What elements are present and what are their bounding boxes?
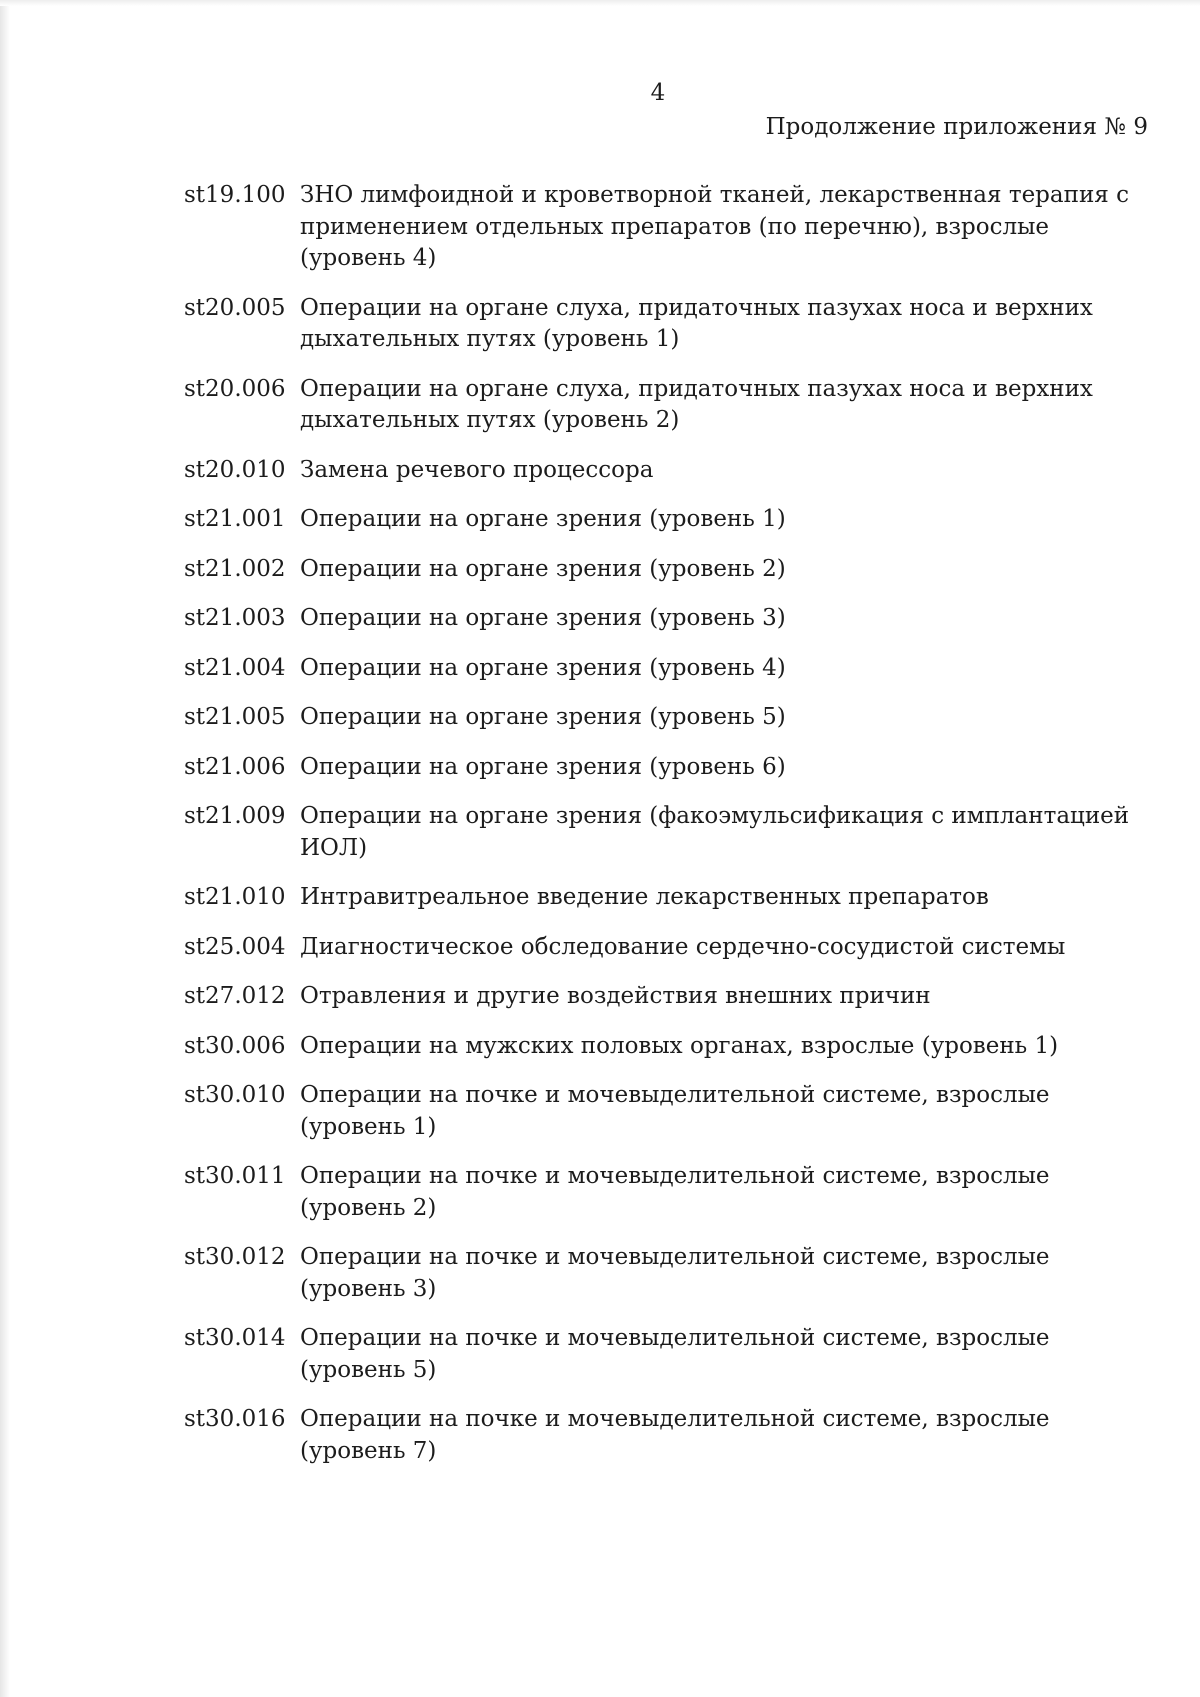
entry-code: st30.014 <box>184 1325 286 1351</box>
list-item <box>184 653 1134 685</box>
entry-code: st20.006 <box>184 375 286 402</box>
scan-edge <box>0 0 1200 6</box>
list-item <box>184 1080 1134 1143</box>
entry-code: st30.012 <box>184 1244 286 1270</box>
entry-code: st21.004 <box>184 654 286 681</box>
entry-description: Операции на органе зрения (уровень 4) <box>300 654 786 681</box>
entry-description: Операции на органе зрения (уровень 3) <box>300 605 786 631</box>
entry-code: st21.009 <box>184 803 286 829</box>
entry-description: Замена речевого процессора <box>300 456 654 483</box>
entry-description: Операции на почке и мочевыделительной системе, взрослые (уровень 7) <box>300 1406 1050 1464</box>
list-item <box>184 603 1134 635</box>
entry-description: Операции на органе зрения (уровень 1) <box>300 506 786 532</box>
entry-description: Диагностическое обследование сердечно-сосудистой системы <box>300 933 1066 960</box>
list-item <box>184 1404 1134 1467</box>
entry-description: Операции на органе зрения (уровень 2) <box>300 555 786 582</box>
entry-description: Операции на почке и мочевыделительной системе, взрослые (уровень 5) <box>300 1325 1050 1383</box>
list-item <box>184 981 1134 1013</box>
entry-code: st19.100 <box>184 182 286 208</box>
entry-code: st21.003 <box>184 605 286 631</box>
list-item <box>184 932 1134 964</box>
appendix-continuation-header: Продолжение приложения № 9 <box>765 114 1148 140</box>
entry-code: st30.016 <box>184 1406 286 1432</box>
entry-code: st20.010 <box>184 456 286 483</box>
entry-list <box>184 180 1134 1485</box>
entry-code: st21.010 <box>184 884 286 910</box>
entry-description: Операции на мужских половых органах, взрослые (уровень 1) <box>300 1032 1059 1059</box>
entry-description: Отравления и другие воздействия внешних причин <box>300 983 931 1009</box>
entry-description: Операции на почке и мочевыделительной системе, взрослые (уровень 1) <box>300 1082 1050 1140</box>
list-item <box>184 293 1134 356</box>
list-item <box>184 882 1134 914</box>
entry-code: st27.012 <box>184 983 286 1009</box>
entry-description: Интравитреальное введение лекарственных препаратов <box>300 884 989 910</box>
entry-description: ЗНО лимфоидной и кроветворной тканей, лекарственная терапия с применением отдельных препаратов (по перечню), взрослые (уровень 4) <box>300 182 1129 271</box>
list-item <box>184 374 1134 437</box>
list-item <box>184 554 1134 586</box>
list-item <box>184 180 1134 275</box>
entry-code: st21.005 <box>184 704 286 730</box>
list-item <box>184 1323 1134 1386</box>
entry-code: st30.010 <box>184 1082 286 1108</box>
entry-code: st21.006 <box>184 753 286 780</box>
scan-edge <box>0 0 10 1697</box>
entry-description: Операции на почке и мочевыделительной системе, взрослые (уровень 2) <box>300 1163 1050 1221</box>
entry-code: st20.005 <box>184 294 286 321</box>
list-item <box>184 1242 1134 1305</box>
list-item <box>184 1161 1134 1224</box>
entry-code: st30.011 <box>184 1163 286 1189</box>
entry-code: st25.004 <box>184 933 286 960</box>
entry-description: Операции на почке и мочевыделительной системе, взрослые (уровень 3) <box>300 1244 1050 1302</box>
entry-code: st21.002 <box>184 555 286 582</box>
list-item <box>184 504 1134 536</box>
page-number: 4 <box>650 80 666 106</box>
entry-code: st30.006 <box>184 1032 286 1059</box>
list-item <box>184 801 1134 864</box>
list-item <box>184 1031 1134 1063</box>
entry-code: st21.001 <box>184 506 286 532</box>
list-item <box>184 702 1134 734</box>
entry-description: Операции на органе слуха, придаточных пазухах носа и верхних дыхательных путях (уровень 2) <box>300 375 1093 433</box>
entry-description: Операции на органе зрения (уровень 5) <box>300 704 786 730</box>
list-item <box>184 752 1134 784</box>
entry-description: Операции на органе зрения (уровень 6) <box>300 753 786 780</box>
list-item <box>184 455 1134 487</box>
entry-description: Операции на органе слуха, придаточных пазухах носа и верхних дыхательных путях (уровень 1) <box>300 294 1093 352</box>
entry-description: Операции на органе зрения (факоэмульсификация с имплантацией ИОЛ) <box>300 803 1130 861</box>
